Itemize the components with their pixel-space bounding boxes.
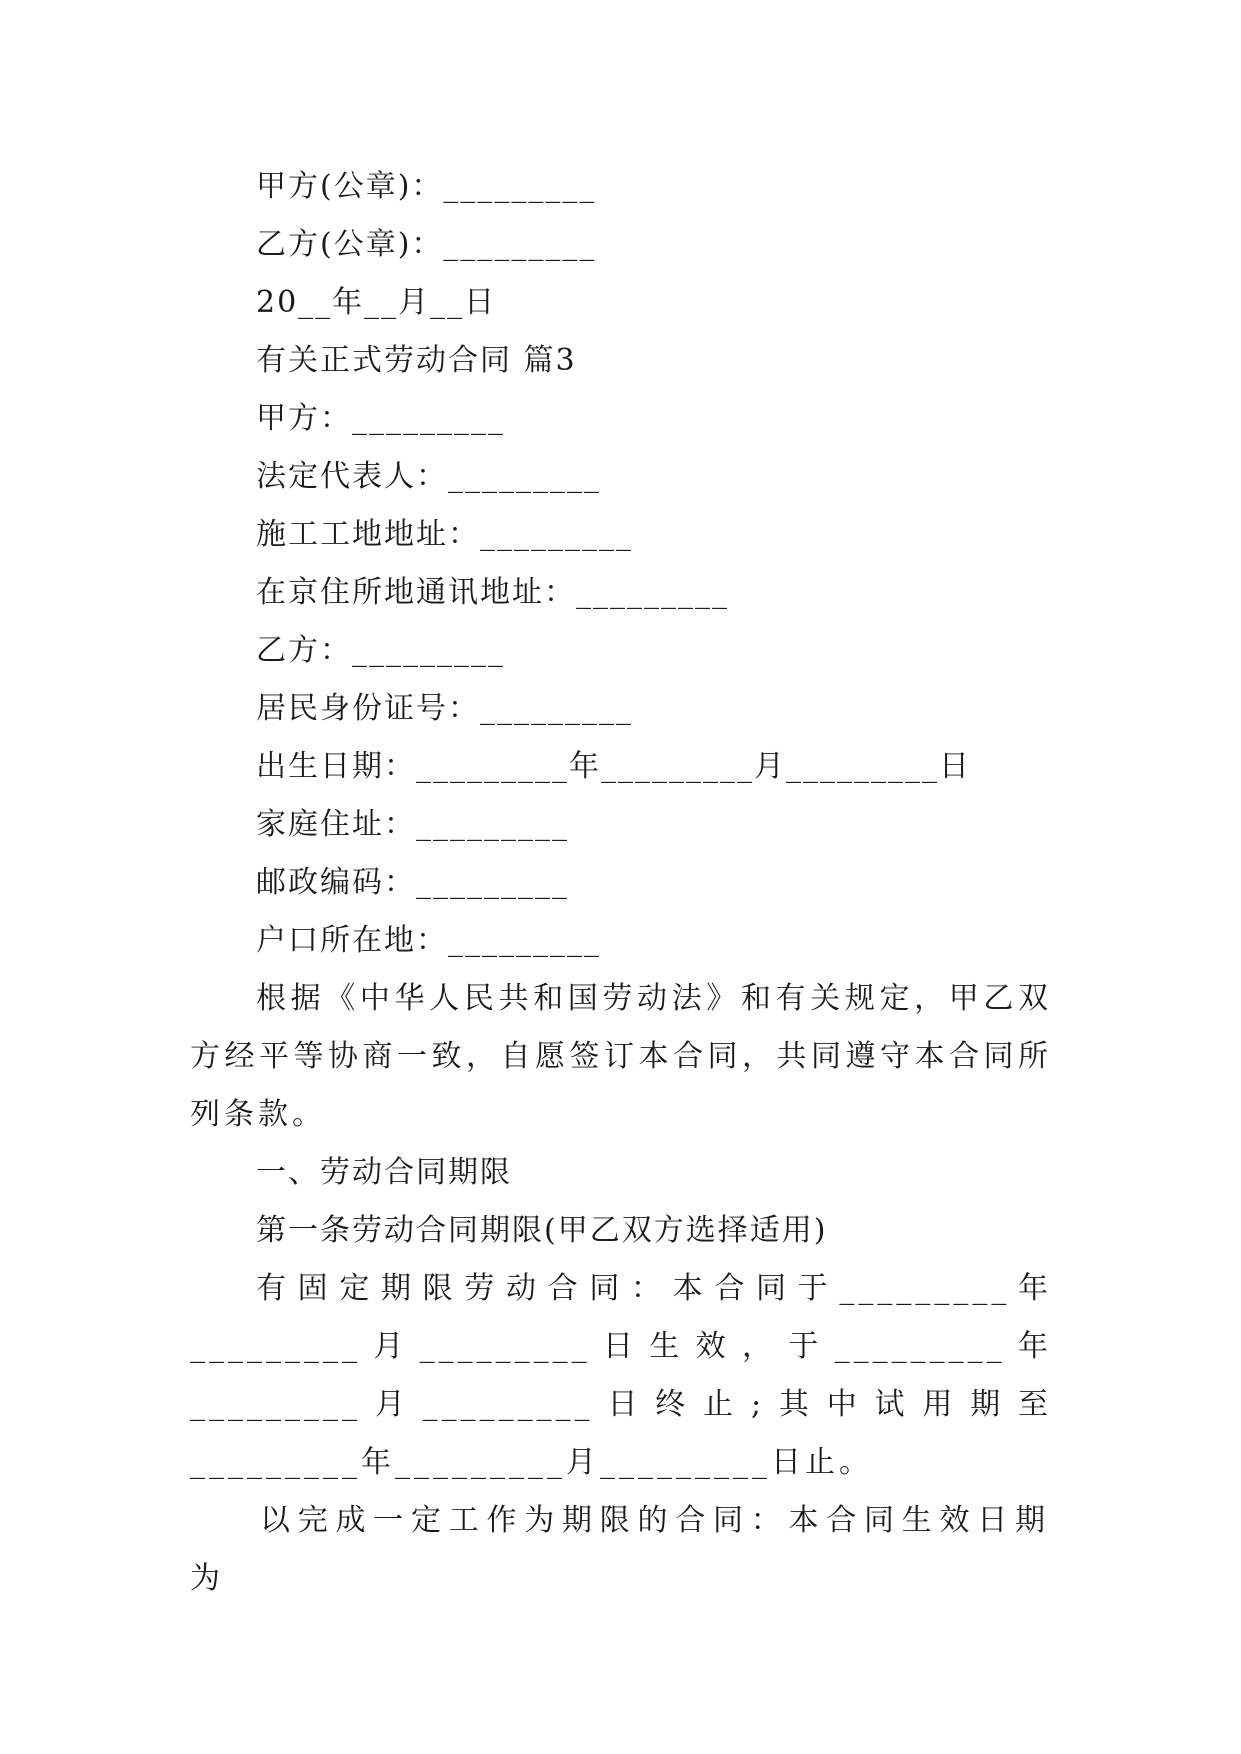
party-b-seal-line: 乙方(公章)：_________ xyxy=(256,227,597,262)
fixed-term-paragraph: 有固定期限劳动合同：本合同于_________年_________月_________日生效，于_________年_________月_________日终止;其中试用期至_________年_________月_________日止。 xyxy=(190,1271,1052,1480)
birth-date-line: 出生日期：_________年_________月_________日 xyxy=(256,749,971,784)
household-registration-line: 户口所在地：_________ xyxy=(256,923,601,958)
signing-date-line: 20__年__月__日 xyxy=(256,285,497,320)
postal-code-line: 邮政编码：_________ xyxy=(256,865,569,900)
task-based-paragraph: 以完成一定工作为期限的合同：本合同生效日期为 xyxy=(190,1503,1052,1596)
site-address-line: 施工工地地址：_________ xyxy=(256,517,633,552)
section-heading: 有关正式劳动合同 篇3 xyxy=(256,343,577,378)
legal-representative-line: 法定代表人：_________ xyxy=(256,459,601,494)
party-a-line: 甲方：_________ xyxy=(256,401,505,436)
beijing-address-line: 在京住所地通讯地址：_________ xyxy=(256,575,729,610)
section-1-heading: 一、劳动合同期限 xyxy=(256,1155,512,1190)
home-address-line: 家庭住址：_________ xyxy=(256,807,569,842)
intro-paragraph: 根据《中华人民共和国劳动法》和有关规定，甲乙双方经平等协商一致，自愿签订本合同，共同遵守本合同所列条款。 xyxy=(190,981,1052,1132)
party-a-seal-line: 甲方(公章)：_________ xyxy=(256,169,597,204)
document-body xyxy=(190,158,1052,1608)
party-b-line: 乙方：_________ xyxy=(256,633,505,668)
article-1-heading: 第一条劳动合同期限(甲乙双方选择适用) xyxy=(256,1213,828,1248)
id-number-line: 居民身份证号：_________ xyxy=(256,691,633,726)
